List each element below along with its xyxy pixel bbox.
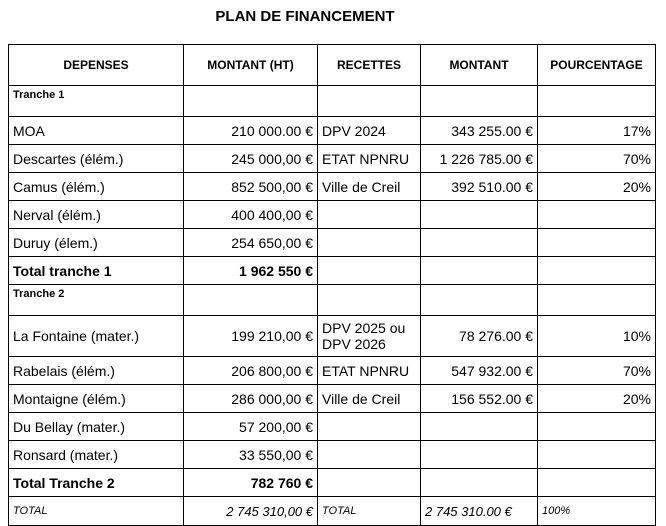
pct-cell: 20% <box>538 173 656 201</box>
montant-ht-cell: 852 500,00 € <box>184 173 318 201</box>
pct-cell <box>538 201 656 229</box>
pct-cell <box>538 229 656 257</box>
montant-ht-cell: 245 000,00 € <box>184 145 318 173</box>
recette-cell: ETAT NPNRU <box>318 357 421 385</box>
recette-cell: Ville de Creil <box>318 385 421 413</box>
montant-cell: 343 255.00 € <box>421 117 538 145</box>
page-title: PLAN DE FINANCEMENT <box>215 8 395 25</box>
table-row <box>9 201 656 229</box>
depense-cell: La Fontaine (mater.) <box>9 316 184 357</box>
section-label: Tranche 2 <box>9 285 184 316</box>
grand-total-row <box>9 497 656 526</box>
section-row <box>9 285 656 316</box>
total-row <box>9 469 656 497</box>
table-row <box>9 385 656 413</box>
header-montant: MONTANT <box>421 45 538 86</box>
depense-cell: Ronsard (mater.) <box>9 441 184 469</box>
montant-ht-cell: 400 400,00 € <box>184 201 318 229</box>
depense-cell: MOA <box>9 117 184 145</box>
table-row <box>9 413 656 441</box>
montant-cell: 156 552.00 € <box>421 385 538 413</box>
table-row <box>9 117 656 145</box>
depense-cell: Nerval (élém.) <box>9 201 184 229</box>
total-label: Total Tranche 2 <box>9 469 184 497</box>
pct-cell <box>538 441 656 469</box>
recette-cell <box>318 413 421 441</box>
montant-ht-cell: 206 800,00 € <box>184 357 318 385</box>
recette-cell <box>318 441 421 469</box>
recette-cell: Ville de Creil <box>318 173 421 201</box>
grand-total-depense-value: 2 745 310,00 € <box>184 497 318 526</box>
depense-cell: Du Bellay (mater.) <box>9 413 184 441</box>
table-row <box>9 357 656 385</box>
header-pourcentage: POURCENTAGE <box>538 45 656 86</box>
montant-cell: 78 276.00 € <box>421 316 538 357</box>
montant-cell <box>421 441 538 469</box>
montant-ht-cell: 210 000.00 € <box>184 117 318 145</box>
recette-cell: DPV 2024 <box>318 117 421 145</box>
header-depenses: DEPENSES <box>9 45 184 86</box>
montant-cell <box>421 229 538 257</box>
grand-total-pct: 100% <box>538 497 656 526</box>
pct-cell <box>538 413 656 441</box>
montant-cell: 1 226 785.00 € <box>421 145 538 173</box>
recette-cell <box>318 229 421 257</box>
section-row <box>9 86 656 117</box>
financing-table <box>8 44 656 526</box>
recette-cell: DPV 2025 ou DPV 2026 <box>318 316 421 357</box>
table-row <box>9 441 656 469</box>
montant-ht-cell: 199 210,00 € <box>184 316 318 357</box>
recette-cell: ETAT NPNRU <box>318 145 421 173</box>
depense-cell: Duruy (élem.) <box>9 229 184 257</box>
total-row <box>9 257 656 285</box>
grand-total-recette-label: TOTAL <box>318 497 421 526</box>
montant-ht-cell: 254 650,00 € <box>184 229 318 257</box>
montant-ht-cell: 286 000,00 € <box>184 385 318 413</box>
total-value: 782 760 € <box>184 469 318 497</box>
table-row <box>9 173 656 201</box>
depense-cell: Descartes (élém.) <box>9 145 184 173</box>
recette-cell <box>318 201 421 229</box>
header-montant-ht: MONTANT (HT) <box>184 45 318 86</box>
table-row <box>9 145 656 173</box>
pct-cell: 70% <box>538 357 656 385</box>
montant-cell: 392 510.00 € <box>421 173 538 201</box>
montant-ht-cell: 57 200,00 € <box>184 413 318 441</box>
header-recettes: RECETTES <box>318 45 421 86</box>
pct-cell: 20% <box>538 385 656 413</box>
table-row <box>9 229 656 257</box>
montant-cell <box>421 413 538 441</box>
depense-cell: Camus (élém.) <box>9 173 184 201</box>
depense-cell: Montaigne (élém.) <box>9 385 184 413</box>
table-row <box>9 316 656 357</box>
pct-cell: 10% <box>538 316 656 357</box>
pct-cell: 17% <box>538 117 656 145</box>
total-value: 1 962 550 € <box>184 257 318 285</box>
pct-cell: 70% <box>538 145 656 173</box>
montant-cell: 547 932.00 € <box>421 357 538 385</box>
montant-ht-cell: 33 550,00 € <box>184 441 318 469</box>
total-label: Total tranche 1 <box>9 257 184 285</box>
section-label: Tranche 1 <box>9 86 184 117</box>
grand-total-depense-label: TOTAL <box>9 497 184 526</box>
grand-total-recette-value: 2 745 310.00 € <box>421 497 538 526</box>
montant-cell <box>421 201 538 229</box>
depense-cell: Rabelais (élém.) <box>9 357 184 385</box>
